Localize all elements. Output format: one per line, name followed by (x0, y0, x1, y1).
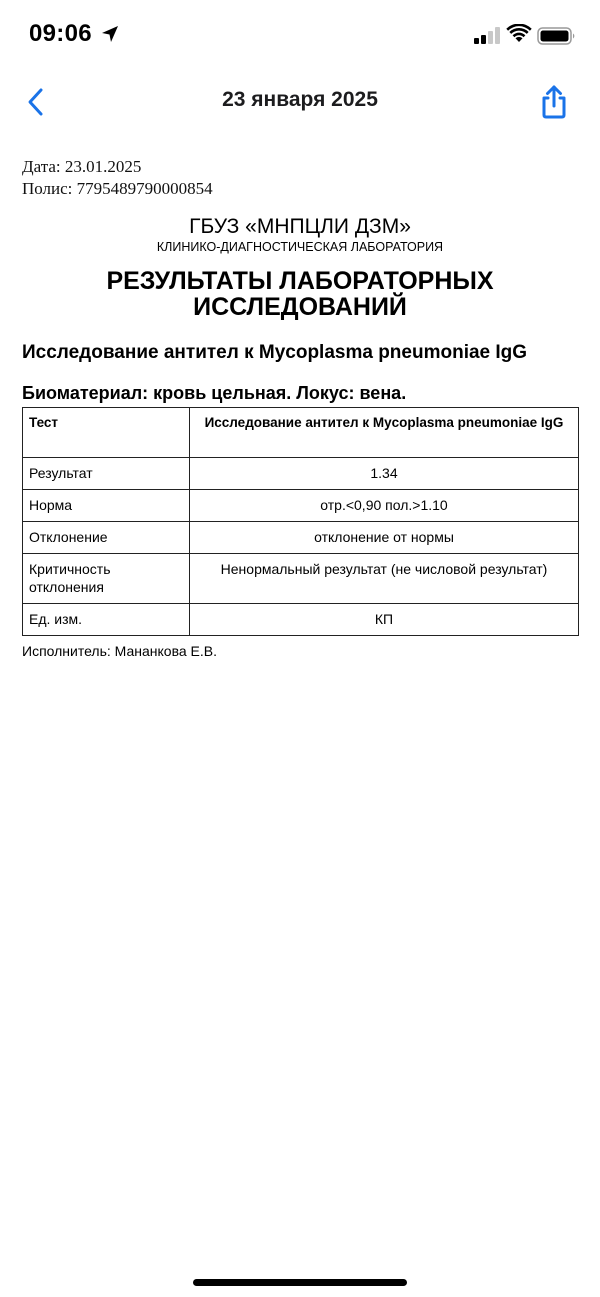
table-cell-value: отклонение от нормы (190, 522, 579, 554)
report-date: Дата: 23.01.2025 (22, 157, 142, 176)
lab-report-document (22, 156, 578, 659)
table-cell-label: Норма (23, 490, 190, 522)
results-table (22, 407, 579, 636)
share-button[interactable] (538, 84, 570, 120)
document-title-line-2: ИССЛЕДОВАНИЙ (193, 293, 407, 321)
document-title-line-1: РЕЗУЛЬТАТЫ ЛАБОРАТОРНЫХ (106, 267, 494, 295)
biomaterial-info: Биоматериал: кровь цельная. Локус: вена. (22, 383, 407, 403)
table-cell-label: Результат (23, 458, 190, 490)
study-title: Исследование антител к Mycoplasma pneumoniae IgG (22, 342, 528, 363)
table-row (23, 408, 579, 458)
table-cell-label: Тест (23, 408, 190, 458)
status-time: 09:06 (29, 20, 92, 47)
table-row (23, 458, 579, 490)
organization-subtitle: КЛИНИКО-ДИАГНОСТИЧЕСКАЯ ЛАБОРАТОРИЯ (156, 240, 444, 254)
table-cell-value: 1.34 (190, 458, 579, 490)
organization-name: ГБУЗ «МНПЦЛИ ДЗМ» (189, 215, 411, 238)
location-arrow-icon (100, 24, 120, 44)
table-cell-value: Исследование антител к Mycoplasma pneumoniae IgG (190, 408, 579, 458)
table-cell-value: Ненормальный результат (не числовой результат) (190, 554, 579, 604)
executor-name: Исполнитель: Мананкова Е.В. (22, 643, 217, 659)
table-row (23, 554, 579, 604)
table-cell-value: КП (190, 604, 579, 636)
battery-icon (537, 26, 577, 46)
table-cell-label: Ед. изм. (23, 604, 190, 636)
table-row (23, 490, 579, 522)
navigation-bar (0, 78, 600, 124)
page-title: 23 января 2025 (222, 88, 378, 111)
cellular-signal-icon (473, 27, 503, 45)
table-row (23, 522, 579, 554)
status-bar (0, 0, 600, 70)
table-cell-value: отр.<0,90 пол.>1.10 (190, 490, 579, 522)
table-cell-label: Критичность отклонения (23, 554, 190, 604)
home-indicator[interactable] (193, 1279, 407, 1286)
table-cell-label: Отклонение (23, 522, 190, 554)
table-row (23, 604, 579, 636)
wifi-icon (506, 24, 532, 44)
policy-number: Полис: 7795489790000854 (22, 179, 213, 198)
document-title (22, 268, 578, 320)
